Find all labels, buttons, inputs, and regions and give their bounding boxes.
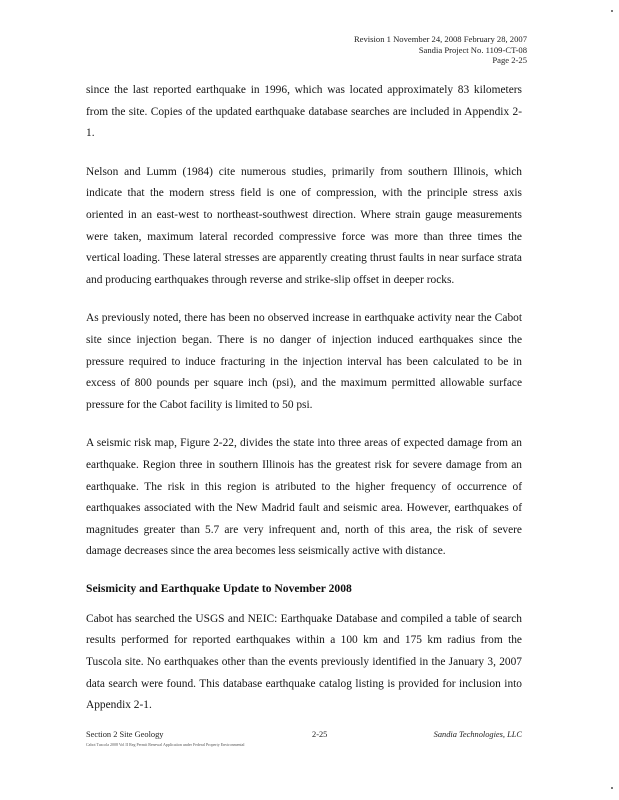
project-number: Sandia Project No. 1109-CT-08 [418, 44, 527, 55]
document-body [86, 80, 522, 734]
paragraph-seismic-risk: A seismic risk map, Figure 2-22, divides the state into three areas of expected damage from an earthquake. Region three in southern Illinois has the greatest risk for severe damage from an earthquake. The risk in this region is atributed to the higher frequency of occurrence of earthquakes associated with the New Madrid fault and seismic area. However, earthquakes of magnitudes greater than 5.7 are very infrequent and, north of this area, the risk of severe damage decreases since the area becomes less seismically active with distance. [86, 437, 522, 558]
footer-page-number: 2-25 [312, 730, 328, 739]
page-header [354, 34, 527, 66]
footer-section: Section 2 Site Geology [86, 730, 164, 739]
scan-mark [611, 787, 613, 789]
footer-row [86, 730, 522, 741]
footer-company: Sandia Technologies, LLC [433, 730, 522, 739]
paragraph-stress-field: Nelson and Lumm (1984) cite numerous studies, primarily from southern Illinois, which indicate that the modern stress field is one of compression, with the principle stress axis oriented in an east-west to northeast-southwest direction. Where strain gauge measurements were taken, maximum lateral recorded compressive force was more than three times the vertical loading. These lateral stresses are apparently creating thrust faults in near surface strata and producing earthquakes through reverse and strike-slip offset in deeper rocks. [86, 165, 522, 286]
paragraph-earthquake-distance: since the last reported earthquake in 1996, which was located approximately 83 kilometers from the site. Copies of the updated earthquake database searches are included in Appendix 2-1. [86, 84, 522, 140]
scan-mark [611, 10, 613, 12]
paragraph-update: Cabot has searched the USGS and NEIC: Earthquake Database and compiled a table of search results performed for reported earthquakes within a 100 km and 175 km radius from the Tuscola site. No earthquakes other than the events previously identified in the January 3, 2007 data search were found. This database earthquake catalog listing is provided for inclusion into Appendix 2-1. [86, 612, 522, 712]
paragraph-injection: As previously noted, there has been no observed increase in earthquake activity near the Cabot site since injection began. There is no danger of injection induced earthquakes since the pressure required to induce fracturing in the injection interval has been calculated to be in excess of 800 pounds per square inch (psi), and the maximum permitted allowable surface pressure for the Cabot facility is limited to 50 psi. [86, 312, 522, 411]
header-page-number: Page 2-25 [492, 55, 527, 66]
footer-note: Cabot Tuscola 2008 Vol II Reg Permit Renewal Application under Federal Property Environmental [86, 742, 245, 747]
section-heading: Seismicity and Earthquake Update to November 2008 [86, 581, 352, 595]
revision-line: Revision 1 November 24, 2008 February 28, 2007 [353, 34, 527, 44]
page-footer [86, 730, 522, 748]
